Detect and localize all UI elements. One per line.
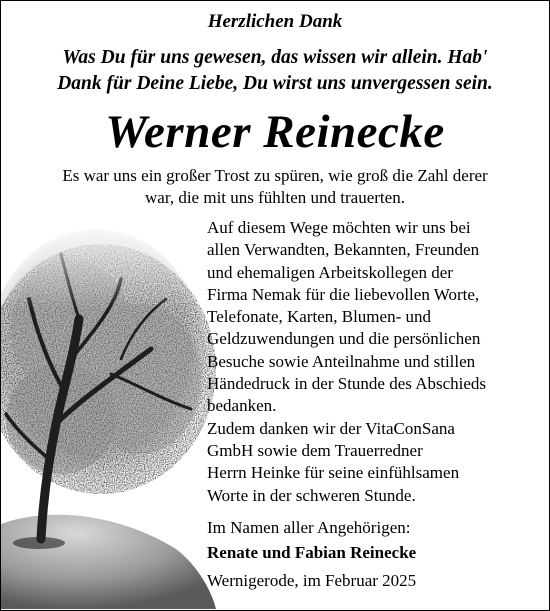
tree-illustration [1, 209, 216, 609]
body-line: Telefonate, Karten, Blumen- und [207, 307, 431, 327]
thanks-body [207, 217, 542, 507]
intro-text [1, 165, 549, 209]
intro-line-2: war, die mit uns fühlten und trauerten. [145, 188, 405, 207]
motto-line-1: Was Du für uns gewesen, das wissen wir allein. Hab' [62, 47, 488, 68]
motto [1, 45, 549, 97]
body-line: und ehemaligen Arbeitskollegen der [207, 262, 453, 282]
signature-intro: Im Namen aller Angehörigen: [207, 518, 411, 537]
body-line: Herrn Heinke für seine einfühlsamen [207, 463, 460, 483]
body-line: GmbH sowie dem Trauerredner [207, 440, 423, 460]
body-line: bedanken. [207, 396, 277, 416]
intro-line-1: Es war uns ein großer Trost zu spüren, wie groß die Zahl derer [62, 166, 488, 185]
motto-line-2: Dank für Deine Liebe, Du wirst uns unvergessen sein. [57, 73, 493, 94]
signature-names: Renate und Fabian Reinecke [207, 543, 417, 562]
body-line: Besuche sowie Anteilnahme und stillen [207, 351, 476, 371]
body-line: Firma Nemak für die liebevollen Worte, [207, 284, 480, 304]
body-line: allen Verwandten, Bekannten, Freunden [207, 240, 480, 260]
body-line: Auf diesem Wege möchten wir uns bei [207, 218, 471, 237]
deceased-name: Werner Reinecke [105, 106, 445, 158]
body-line: Geldzuwendungen und die persönlichen [207, 329, 481, 349]
body-line: Zudem danken wir der VitaConSana [207, 418, 455, 438]
body-line: Worte in der schweren Stunde. [207, 485, 416, 505]
thanks-heading: Herzlichen Dank [207, 11, 343, 32]
body-line: Händedruck in der Stunde des Abschieds [207, 374, 487, 394]
place-date: Wernigerode, im Februar 2025 [207, 571, 417, 590]
